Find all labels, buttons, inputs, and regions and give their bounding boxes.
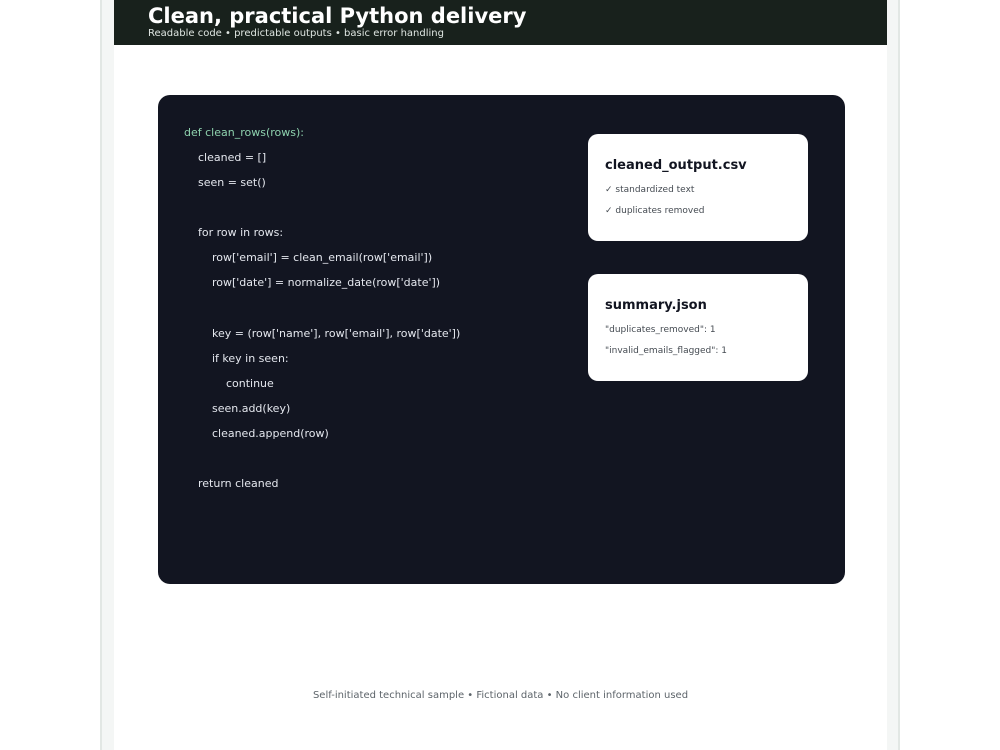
code-line: seen.add(key): [184, 402, 291, 415]
card-line: ✓ duplicates removed: [605, 206, 705, 216]
page-subtitle: Readable code • predictable outputs • basic error handling: [148, 28, 444, 39]
code-line: row['email'] = clean_email(row['email']): [184, 251, 433, 264]
card-line: "invalid_emails_flagged": 1: [605, 346, 728, 356]
code-line: cleaned.append(row): [184, 427, 329, 440]
code-line: if key in seen:: [184, 352, 289, 365]
header-banner: [114, 0, 887, 45]
card-title: cleaned_output.csv: [605, 158, 747, 173]
code-line: for row in rows:: [184, 226, 284, 239]
code-line: seen = set(): [184, 176, 266, 189]
footer-note: Self-initiated technical sample • Fictional data • No client information used: [312, 690, 689, 701]
output-card-json: [588, 274, 808, 381]
card-line: ✓ standardized text: [605, 185, 695, 195]
code-line: return cleaned: [184, 477, 279, 490]
code-line: continue: [184, 377, 274, 390]
output-card-csv: [588, 134, 808, 241]
page-title: Clean, practical Python delivery: [148, 4, 527, 28]
code-line: def clean_rows(rows):: [184, 126, 304, 139]
code-line: key = (row['name'], row['email'], row['date']): [184, 327, 461, 340]
card-title: summary.json: [605, 298, 707, 313]
code-line: cleaned = []: [184, 151, 267, 164]
card-line: "duplicates_removed": 1: [605, 325, 716, 335]
code-line: row['date'] = normalize_date(row['date']): [184, 276, 441, 289]
